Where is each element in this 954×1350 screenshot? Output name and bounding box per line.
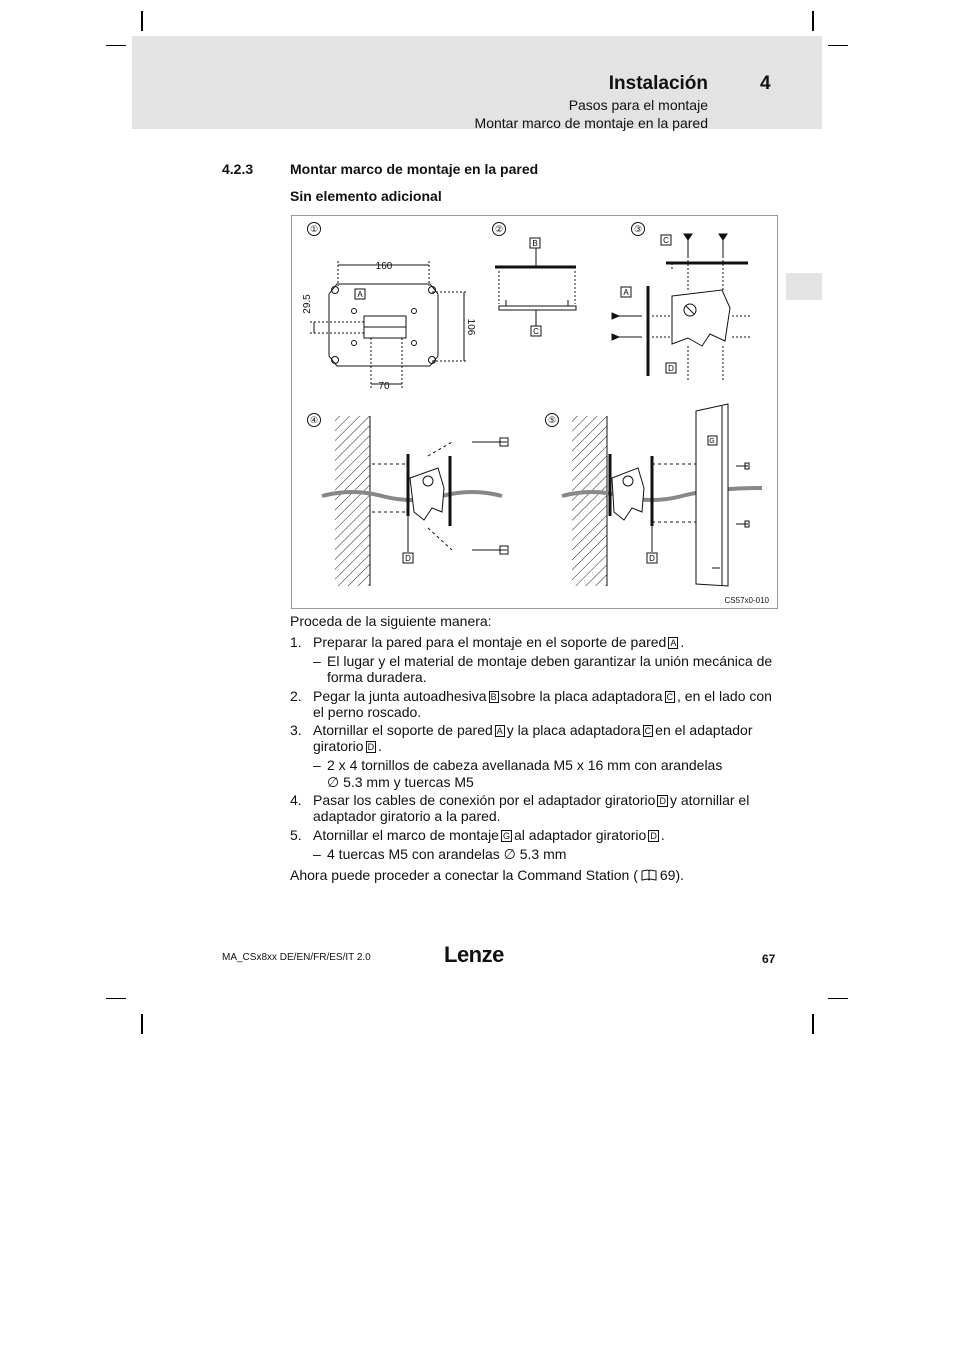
dimension-70: 70 [378, 381, 390, 392]
crop-mark [106, 45, 126, 46]
step-3-text-2: giratorio D . [313, 738, 382, 754]
step-marker-1: ① [309, 224, 319, 234]
intro-text: Proceda de la siguiente manera: [290, 613, 492, 629]
step-5-text: Atornillar el marco de montaje G al adaptador giratorio D . [313, 827, 665, 843]
section-title: Montar marco de montaje en la pared [290, 161, 539, 177]
lenze-logo: Lenze [444, 942, 504, 967]
crop-mark [812, 11, 814, 31]
label-c: C [533, 327, 539, 336]
crop-mark [141, 11, 143, 31]
step-4-text: Pasar los cables de conexión por el adaptador giratorio D y atornillar el [313, 792, 750, 808]
mounting-drawing [292, 216, 779, 610]
step-marker-3: ③ [633, 224, 643, 234]
dimension-106: 106 [465, 318, 476, 336]
label-c-step3: C [663, 236, 669, 245]
label-b-ref: B [490, 692, 497, 702]
label-b: B [532, 239, 538, 248]
step-3-note-2: ∅ 5.3 mm y tuercas M5 [327, 774, 474, 790]
page-number: 67 [762, 952, 776, 966]
dimension-160: 160 [375, 261, 393, 272]
label-d-ref: D [650, 831, 657, 841]
dimension-29-5: 29.5 [302, 294, 313, 314]
book-icon [641, 869, 657, 881]
crop-mark [828, 45, 848, 46]
label-d-ref: D [659, 796, 666, 806]
step-3-text: Atornillar el soporte de pared A y la placa adaptadora C en el adaptador [313, 722, 753, 738]
step-marker-4: ④ [309, 415, 319, 425]
dash: – [313, 846, 321, 862]
step-number: 2. [290, 688, 302, 704]
label-a-ref: A [496, 726, 503, 736]
label-a-ref: A [670, 638, 677, 648]
side-tab [786, 273, 822, 300]
step-number: 5. [290, 827, 302, 843]
step-1-note-2: forma duradera. [327, 669, 427, 685]
label-a-step3: A [623, 288, 629, 297]
section-subtitle: Sin elemento adicional [290, 188, 442, 204]
wall-hatch [335, 416, 370, 586]
step-number: 4. [290, 792, 302, 808]
label-g: G [709, 438, 715, 445]
crop-mark [141, 1014, 143, 1034]
footer-doc-id: MA_CSx8xx DE/EN/FR/ES/IT 2.0 [222, 952, 371, 963]
dash: – [313, 757, 321, 773]
step-number: 1. [290, 634, 302, 650]
label-d-ref: D [367, 742, 375, 752]
figure-id: CS57x0-010 [724, 596, 769, 605]
crop-mark [828, 998, 848, 999]
chapter-title: Instalación [608, 73, 708, 94]
mounting-figure [291, 215, 778, 609]
step-1-text: Preparar la pared para el montaje en el soporte de pared A . [313, 634, 685, 650]
header-subtitle-2: Montar marco de montaje en la pared [474, 115, 708, 131]
step-4-text-2: adaptador giratorio a la pared. [313, 808, 501, 824]
label-g-ref: G [502, 831, 510, 841]
label-c-ref: C [666, 692, 673, 702]
step-marker-5: ⑤ [547, 415, 557, 425]
label-d-step5: D [649, 554, 655, 563]
outro-text: Ahora puede proceder a conectar la Command Station ( 69). [290, 867, 684, 883]
step-number: 3. [290, 722, 302, 738]
step-3-note: 2 x 4 tornillos de cabeza avellanada M5 x 16 mm con arandelas [327, 757, 723, 773]
section-number: 4.2.3 [222, 161, 254, 177]
chapter-number: 4 [760, 73, 771, 94]
label-c-ref: C [644, 726, 652, 736]
step-5-note: 4 tuercas M5 con arandelas ∅ 5.3 mm [327, 846, 567, 862]
step-1-note: El lugar y el material de montaje deben garantizar la unión mecánica de [327, 653, 773, 669]
step-marker-2: ② [494, 224, 504, 234]
label-d-step3: D [668, 364, 674, 373]
dash: – [313, 653, 321, 669]
header-subtitle-1: Pasos para el montaje [568, 97, 708, 113]
crop-mark [106, 998, 126, 999]
crop-mark [812, 1014, 814, 1034]
wall-hatch-step5 [572, 416, 607, 586]
label-d-step4: D [405, 554, 411, 563]
step-2-text: Pegar la junta autoadhesiva B sobre la placa adaptadora C , en el lado con [313, 688, 772, 704]
label-a: A [357, 290, 363, 299]
step-2-text-2: el perno roscado. [313, 704, 422, 720]
